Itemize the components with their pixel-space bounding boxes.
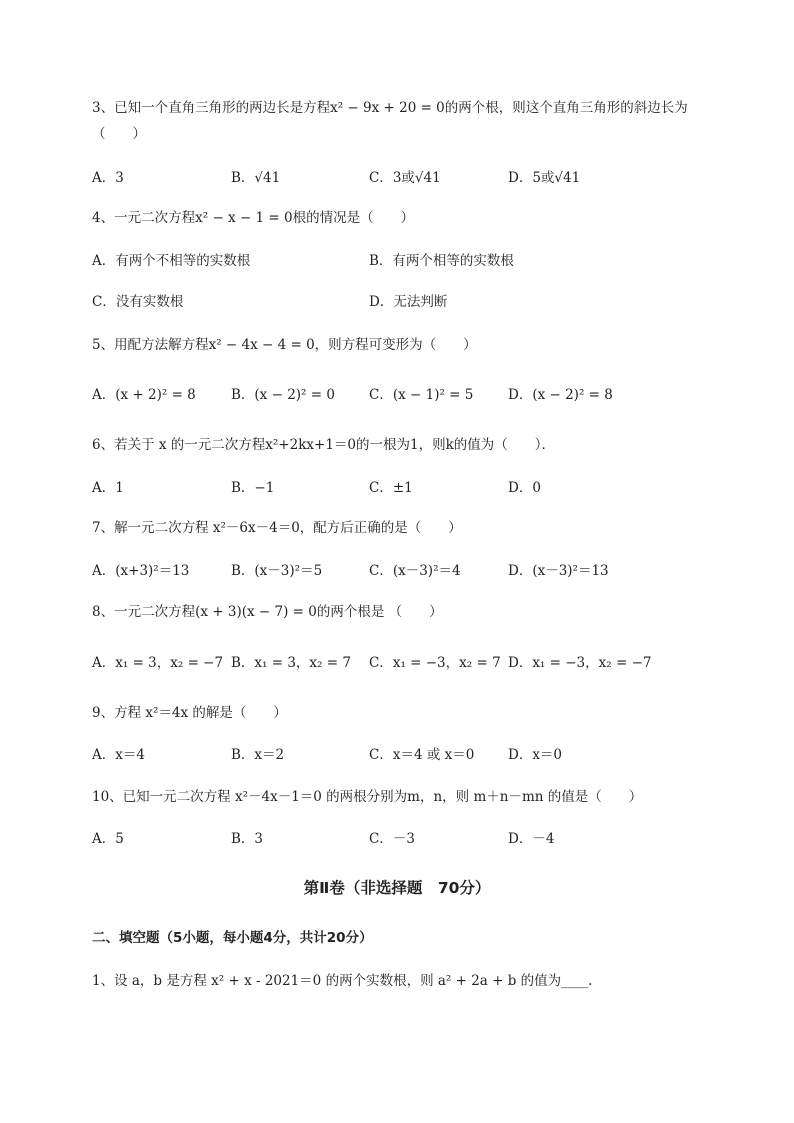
question-3-option-b: B．√41: [231, 170, 281, 186]
question-3-option-c: C．3或√41: [369, 170, 441, 186]
question-3-stem: 3、已知一个直角三角形的两边长是方程x² − 9x + 20 = 0的两个根，则这个直角三角形的斜边长为: [92, 100, 688, 116]
question-7-option-a: A．(x+3)²＝13: [92, 563, 190, 579]
question-7-stem: 7、解一元二次方程 x²－6x－4＝0，配方后正确的是（ ）: [92, 520, 462, 536]
question-10-stem: 10、已知一元二次方程 x²－4x－1＝0 的两根分别为m，n，则 m＋n－mn 的值是（ ）: [92, 789, 643, 805]
question-7-option-c: C．(x－3)²＝4: [369, 563, 461, 579]
question-10-option-c: C．－3: [369, 831, 415, 847]
part-2-title: 第Ⅱ卷（非选择题 70分）: [303, 879, 491, 897]
question-8-stem: 8、一元二次方程(x + 3)(x − 7) = 0的两个根是 （ ）: [92, 604, 443, 620]
question-7-option-b: B．(x－3)²＝5: [231, 563, 323, 579]
question-5-option-d: D．(x − 2)² = 8: [508, 387, 613, 403]
question-5-option-c: C．(x − 1)² = 5: [369, 387, 474, 403]
question-4-option-c: C．没有实数根: [92, 294, 184, 310]
question-4-option-a: A．有两个不相等的实数根: [92, 253, 251, 269]
question-9-option-b: B．x＝2: [231, 747, 285, 763]
question-10-option-d: D．－4: [508, 831, 555, 847]
question-3-answer-blank: （ ）: [92, 126, 146, 142]
question-8-option-b: B．x₁ = 3，x₂ = 7: [231, 655, 351, 671]
fill-in-question-1: 1、设 a，b 是方程 x² + x - 2021＝0 的两个实数根，则 a² + 2a + b 的值为____.: [92, 973, 593, 989]
question-4-option-b: B．有两个相等的实数根: [369, 253, 514, 269]
question-3-option-d: D．5或√41: [508, 170, 581, 186]
question-6-stem: 6、若关于 x 的一元二次方程x²+2kx+1＝0的一根为1，则k的值为（ ）．: [92, 437, 556, 453]
question-6-option-c: C．±1: [369, 480, 413, 496]
question-6-option-a: A．1: [92, 480, 124, 496]
fill-in-section-heading: 二、填空题（5小题，每小题4分，共计20分）: [92, 930, 373, 946]
question-6-option-d: D．0: [508, 480, 541, 496]
question-8-option-a: A．x₁ = 3，x₂ = −7: [92, 655, 224, 671]
question-9-option-d: D．x＝0: [508, 747, 563, 763]
question-8-option-d: D．x₁ = −3，x₂ = −7: [508, 655, 652, 671]
question-8-option-c: C．x₁ = −3，x₂ = 7: [369, 655, 501, 671]
question-5-option-b: B．(x − 2)² = 0: [231, 387, 335, 403]
question-5-option-a: A．(x + 2)² = 8: [92, 387, 196, 403]
question-7-option-d: D．(x－3)²＝13: [508, 563, 609, 579]
question-6-option-b: B．−1: [231, 480, 275, 496]
question-5-stem: 5、用配方法解方程x² − 4x − 4 = 0，则方程可变形为（ ）: [92, 337, 477, 353]
question-9-option-c: C．x＝4 或 x＝0: [369, 747, 475, 763]
question-4-stem: 4、一元二次方程x² − x − 1 = 0根的情况是（ ）: [92, 210, 415, 226]
question-9-option-a: A．x＝4: [92, 747, 145, 763]
question-3-option-a: A．3: [92, 170, 124, 186]
question-10-option-a: A．5: [92, 831, 124, 847]
question-9-stem: 9、方程 x²＝4x 的解是（ ）: [92, 705, 287, 721]
question-10-option-b: B．3: [231, 831, 264, 847]
question-4-option-d: D．无法判断: [369, 294, 448, 310]
